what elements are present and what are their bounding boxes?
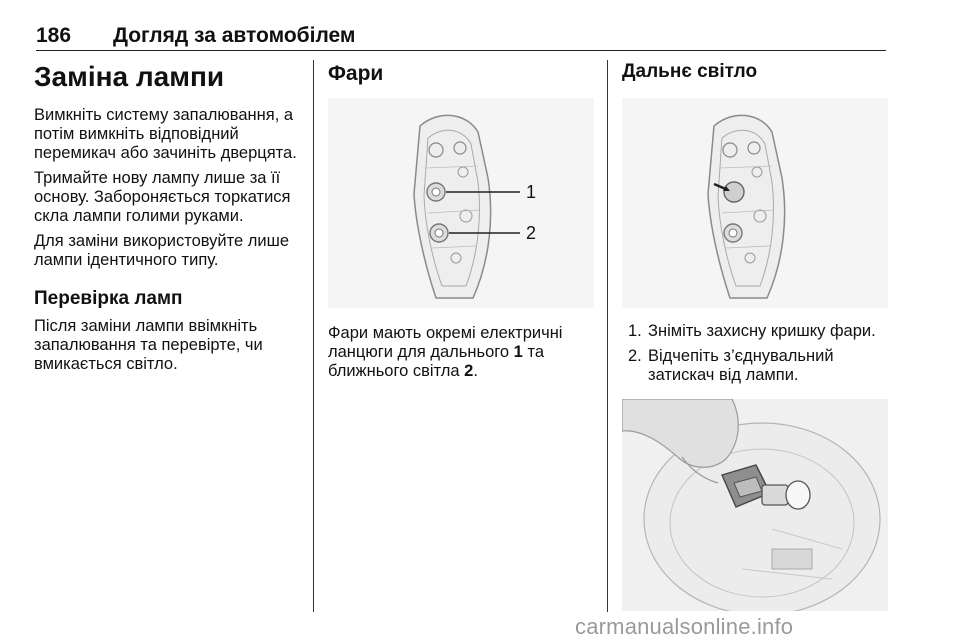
paragraph: Тримайте нову лампу лише за її основу. Забороняється торкатися скла лампи голими руками.: [34, 169, 291, 225]
list-item: 2. Відчепіть з’єднувальний затискач від лампи.: [628, 347, 834, 384]
section-title: Фари: [328, 62, 384, 85]
column-bulb-replacement: [34, 60, 300, 374]
paragraph: Для заміни використовуйте лише лампи ідентичного типу.: [34, 232, 290, 269]
chapter-title: Догляд за автомобілем: [113, 24, 356, 47]
callout-label-1: 1: [526, 182, 537, 202]
column-divider: [607, 60, 608, 612]
column-divider: [313, 60, 314, 612]
bulb-removal-illustration: [622, 399, 888, 611]
caption-number: 1: [513, 343, 523, 361]
paragraph: Після заміни лампи ввімкніть запалювання та перевірте, чи вмикається світло.: [34, 317, 263, 373]
figure-caption: Фари мають окремі електричні ланцюги для дальнього 1 та ближнього світла 2.: [328, 324, 563, 380]
caption-number: 2: [464, 362, 474, 380]
instruction-steps: [622, 322, 888, 385]
page-header: [36, 18, 886, 51]
list-item: 1. Зніміть захисну кришку фари.: [628, 322, 876, 340]
headlight-cover-illustration: [622, 98, 888, 308]
page-number: 186: [36, 24, 72, 47]
paragraph: Вимкніть систему запалювання, а потім вимкніть відповідний перемикач або зачиніть дверцята.: [34, 106, 297, 162]
section-title: Дальнє світло: [622, 61, 758, 82]
headlight-illustration: [328, 98, 594, 308]
watermark: carmanualsonline.info: [575, 614, 794, 639]
column-headlights: [328, 60, 594, 381]
subsection-title: Перевірка ламп: [34, 288, 183, 309]
protective-cap-icon: [724, 182, 744, 202]
bulb-icon: [762, 485, 788, 505]
section-title: Заміна лампи: [34, 61, 225, 92]
column-high-beam: [622, 60, 888, 611]
callout-label-2: 2: [526, 223, 537, 243]
